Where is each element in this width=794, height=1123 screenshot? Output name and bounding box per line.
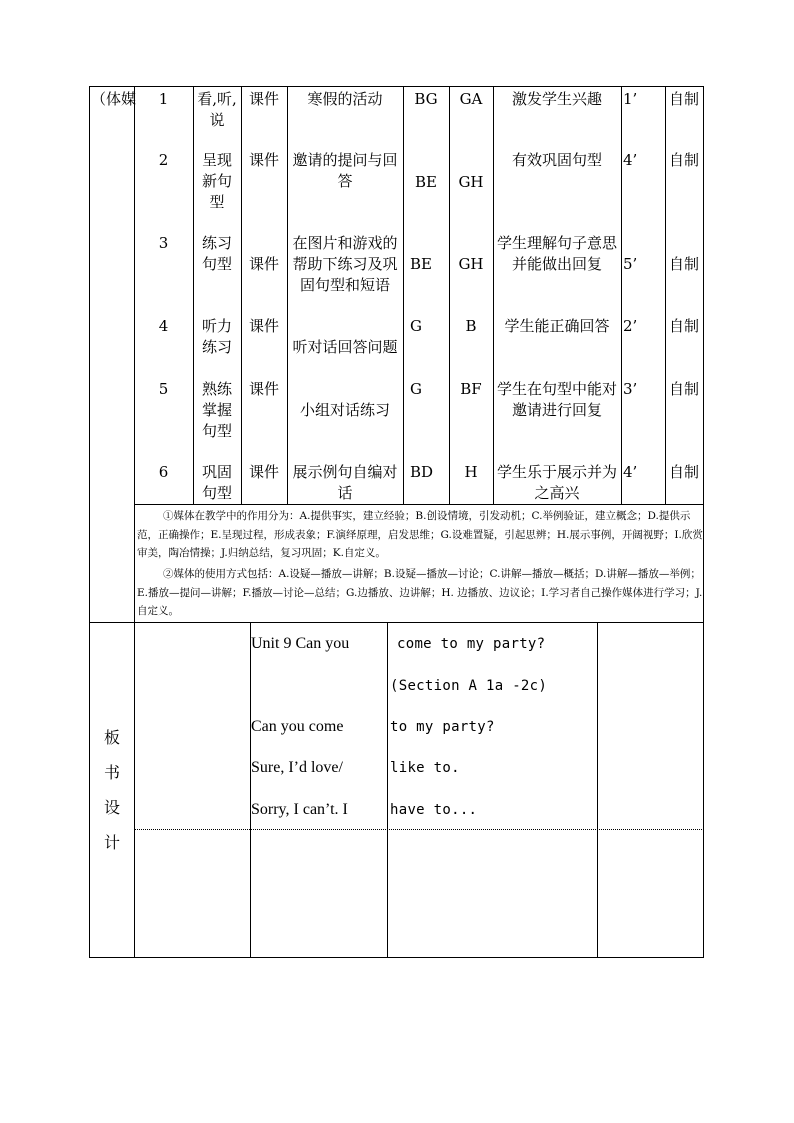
usage-method-code: GH xyxy=(458,173,484,191)
usage-method-code: H xyxy=(464,463,478,481)
media-usage-note: ②媒体的使用方式包括：A.设疑—播放—讲解；B.设疑—播放—讨论；C.讲解—播放—概括；D.讲解—播放—举例；E.播放—提问—讲解；F.播放—讨论—总结；G.边播放、边讲解；H. 边播放、边议论；I.学习者自己操作媒体进行学习；J.自定义。 xyxy=(137,568,703,617)
media-type: 课件 xyxy=(248,255,279,273)
media-type: 课件 xyxy=(248,463,279,481)
media-role-code: BE xyxy=(415,173,437,191)
knowledge-point: 巩固 句型 xyxy=(201,463,232,502)
media-role-code: G xyxy=(410,380,422,398)
time-used: 1’ xyxy=(623,90,638,108)
media-type: 课件 xyxy=(248,380,279,398)
usage-method-code: BF xyxy=(460,380,482,398)
media-source: 自制 xyxy=(668,151,699,169)
row-number: 1 xyxy=(158,90,169,108)
expected-result: 有效巩固句型 xyxy=(511,151,602,169)
board-line: come to my party? xyxy=(397,636,546,652)
media-source: 自制 xyxy=(668,90,699,108)
media-role-code: BE xyxy=(410,255,432,273)
stage-label: （体媒 xyxy=(91,90,137,108)
time-used: 4’ xyxy=(623,463,638,481)
knowledge-point: 熟练 掌握 句型 xyxy=(201,380,232,440)
media-source: 自制 xyxy=(668,255,699,273)
media-source: 自制 xyxy=(668,317,699,335)
media-type: 课件 xyxy=(248,151,279,169)
board-line: Sure, I’d love/ xyxy=(251,759,343,776)
media-content: 寒假的活动 xyxy=(307,90,383,108)
time-used: 5’ xyxy=(623,255,638,273)
expected-result: 学生能正确回答 xyxy=(504,317,610,335)
media-content: 听对话回答问题 xyxy=(292,338,398,356)
row-number: 5 xyxy=(158,380,169,398)
media-content: 在图片和游戏的 帮助下练习及巩 固句型和短语 xyxy=(292,234,398,294)
media-type: 课件 xyxy=(248,317,279,335)
media-role-code: G xyxy=(410,317,422,335)
knowledge-point: 看,听, 说 xyxy=(197,90,237,129)
media-role-code: BG xyxy=(414,90,438,108)
media-role-note: ①媒体在教学中的作用分为：A.提供事实，建立经验；B.创设情境，引发动机；C.举例验证，建立概念；D.提供示范，正确操作；E.呈现过程，形成表象；F.演绎原理，启发思维；G.设难置疑，引起思辨；H.展示事例，开阔视野；I.欣赏审美，陶冶情操；J.归纳总结，复习巩固；K.自定义。 xyxy=(137,510,703,559)
row-number: 3 xyxy=(158,234,169,252)
time-used: 3’ xyxy=(623,380,638,398)
row-number: 4 xyxy=(158,317,169,335)
board-line: Unit 9 Can you xyxy=(251,635,350,652)
media-source: 自制 xyxy=(668,380,699,398)
board-line: Can you come xyxy=(251,718,344,735)
media-content: 小组对话练习 xyxy=(299,401,390,419)
media-type: 课件 xyxy=(248,90,279,108)
board-line: to my party? xyxy=(390,719,495,735)
board-line: like to. xyxy=(390,760,460,776)
expected-result: 激发学生兴趣 xyxy=(511,90,602,108)
board-line: have to... xyxy=(390,802,478,818)
knowledge-point: 练习 句型 xyxy=(201,234,232,273)
knowledge-point: 呈现 新句 型 xyxy=(201,151,232,211)
usage-method-code: GH xyxy=(458,255,484,273)
time-used: 2’ xyxy=(623,317,638,335)
knowledge-point: 听力 练习 xyxy=(201,317,232,356)
time-used: 4’ xyxy=(623,151,638,169)
expected-result: 学生乐于展示并为 之高兴 xyxy=(496,463,617,502)
media-content: 展示例句自编对 话 xyxy=(292,463,398,502)
usage-method-code: B xyxy=(465,317,477,335)
media-role-code: BD xyxy=(410,463,434,481)
media-content: 邀请的提问与回 答 xyxy=(292,151,398,190)
usage-method-code: GA xyxy=(459,90,483,108)
expected-result: 学生在句型中能对 邀请进行回复 xyxy=(496,380,617,419)
expected-result: 学生理解句子意思 并能做出回复 xyxy=(496,234,617,273)
row-number: 2 xyxy=(158,151,169,169)
board-line: Sorry, I can’t. I xyxy=(251,801,348,818)
row-number: 6 xyxy=(158,463,169,481)
board-line: (Section A 1a -2c) xyxy=(390,678,548,694)
media-source: 自制 xyxy=(668,463,699,481)
